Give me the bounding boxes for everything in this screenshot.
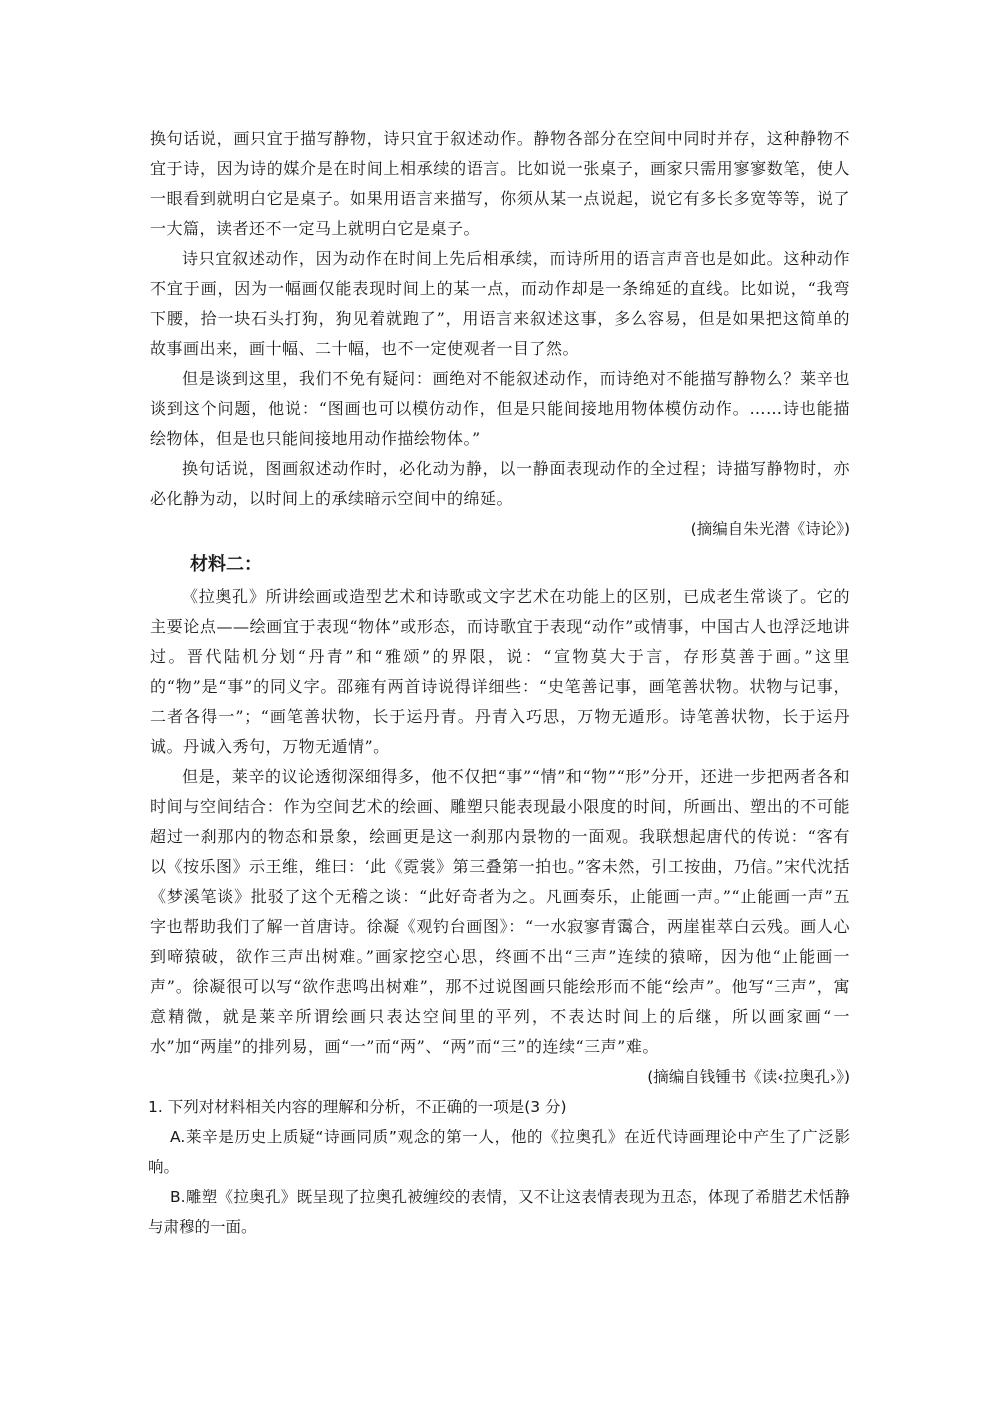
material2-heading: 材料二： [190,554,262,575]
material-one [150,124,850,544]
material1-paragraph-4: 换句话说，图画叙述动作时，必化动为静，以一静面表现动作的全过程；诗描写静物时，亦必化静为动，以时间上的承续暗示空间中的绵延。 [150,459,850,508]
material-two [150,548,850,1092]
material2-paragraph-1: 《拉奥孔》所讲绘画或造型艺术和诗歌或文字艺术在功能上的区别，已成老生常谈了。它的主要论点——绘画宜于表现“物体”或形态，而诗歌宜于表现“动作”或情事，中国古人也浮泛地讲过。晋代陆机分划“丹青”和“雅颂”的界限，说：“宣物莫大于言，存形莫善于画。”这里的“物”是“事”的同义字。邵雍有两首诗说得详细些：“史笔善记事，画笔善状物。状物与记事，二者各得一”；“画笔善状物，长于运丹青。丹青入巧思，万物无遁形。诗笔善状物，长于运丹诚。丹诚入秀句，万物无遁情”。 [150,587,850,756]
page-content [150,124,850,1242]
question1-option-a: A.莱辛是历史上质疑“诗画同质”观念的第一人，他的《拉奥孔》在近代诗画理论中产生了广泛影响。 [148,1128,850,1176]
question-one [148,1092,850,1242]
question1-stem: 1. 下列对材料相关内容的理解和分析，不正确的一项是(3 分) [148,1098,567,1116]
material1-source: (摘编自朱光潜《诗论》) [690,520,850,538]
material1-paragraph-2: 诗只宜叙述动作，因为动作在时间上先后相承续，而诗所用的语言声音也是如此。这种动作不宜于画，因为一幅画仅能表现时间上的某一点，而动作却是一条绵延的直线。比如说，“我弯下腰，拾一块石头打狗，狗见着就跑了”，用语言来叙述这事，多么容易，但是如果把这简单的故事画出来，画十幅、二十幅，也不一定使观者一目了然。 [150,249,850,358]
material2-source: (摘编自钱锺书《读‹拉奥孔›》) [647,1068,850,1086]
material1-paragraph-1: 换句话说，画只宜于描写静物，诗只宜于叙述动作。静物各部分在空间中同时并存，这种静物不宜于诗，因为诗的媒介是在时间上相承续的语言。比如说一张桌子，画家只需用寥寥数笔，使人一眼看到就明白它是桌子。如果用语言来描写，你须从某一点说起，说它有多长多宽等等，说了一大篇，读者还不一定马上就明白它是桌子。 [150,129,850,238]
material2-paragraph-2: 但是，莱辛的议论透彻深细得多，他不仅把“事”“情”和“物”“形”分开，还进一步把两者各和时间与空间结合：作为空间艺术的绘画、雕塑只能表现最小限度的时间，所画出、塑出的不可能超过一刹那内的物态和景象，绘画更是这一刹那内景物的一面观。我联想起唐代的传说：“客有以《按乐图》示王维，维曰：‘此《霓裳》第三叠第一拍也。”客未然，引工按曲，乃信。”宋代沈括《梦溪笔谈》批驳了这个无稽之谈：“此好奇者为之。凡画奏乐，止能画一声。”“止能画一声”五字也帮助我们了解一首唐诗。徐凝《观钓台画图》：“一水寂寥青霭合，两崖崔萃白云残。画人心到啼猿破，欲作三声出树难。”画家挖空心思，终画不出“三声”连续的猿啼，因为他“止能画一声”。徐凝很可以写“欲作悲鸣出树难”，那不过说图画只能绘形而不能“绘声”。他写“三声”，寓意精微，就是莱辛所谓绘画只表达空间里的平列，不表达时间上的后继，所以画家画“一水”加“两崖”的排列易，画“一”而“两”、“两”而“三”的连续“三声”难。 [150,767,850,1056]
material1-paragraph-3: 但是谈到这里，我们不免有疑问：画绝对不能叙述动作，而诗绝对不能描写静物么？莱辛也谈到这个问题，他说：“图画也可以模仿动作，但是只能间接地用物体模仿动作。……诗也能描绘物体，但是也只能间接地用动作描绘物体。” [150,369,850,448]
question1-option-b: B.雕塑《拉奥孔》既呈现了拉奥孔被缠绞的表情，又不让这表情表现为丑态，体现了希腊艺术恬静与肃穆的一面。 [148,1188,850,1236]
